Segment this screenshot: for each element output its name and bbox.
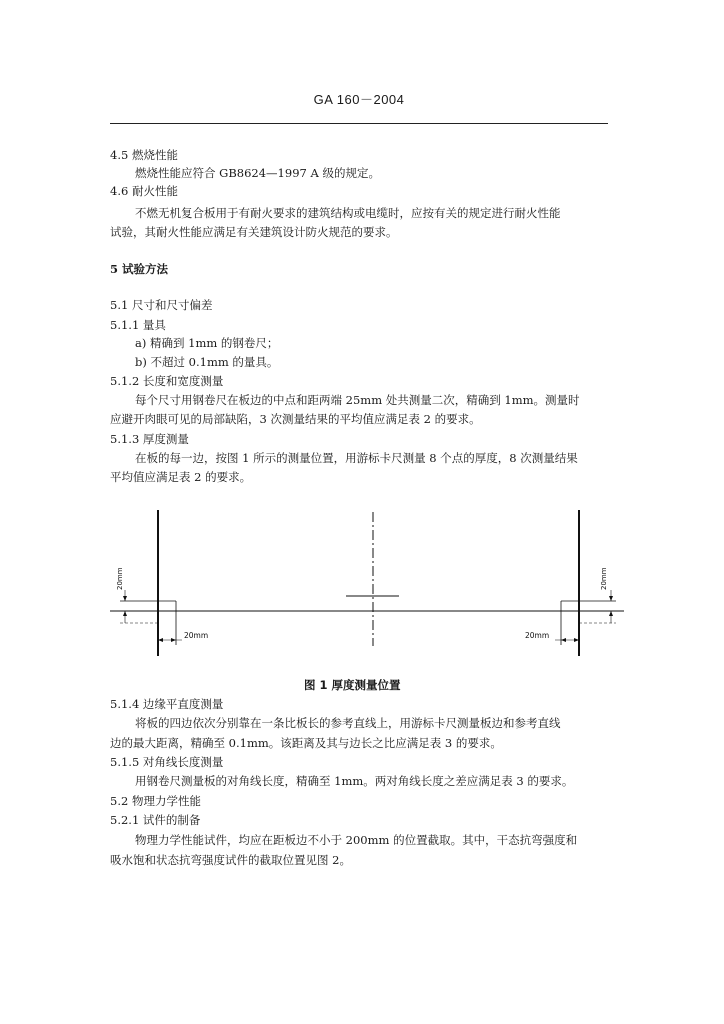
text-line-5.1.5-heading: 5.1.5 对角线长度测量 [110, 755, 224, 769]
text-line-4.6-heading: 4.6 耐火性能 [110, 184, 178, 198]
text-line-5-heading: 5 试验方法 [110, 262, 169, 276]
text-line-5.1.3-heading: 5.1.3 厚度测量 [110, 432, 189, 446]
text-line-5.1.1-a: a) 精确到 1mm 的钢卷尺； [135, 336, 279, 350]
text-line-5.1.2-heading: 5.1.2 长度和宽度测量 [110, 374, 224, 388]
text-line-5.1.5-body: 用钢卷尺测量板的对角线长度，精确至 1mm。两对角线长度之差应满足表 3 的要求。 [135, 774, 574, 788]
text-line-5.1.1-heading: 5.1.1 量具 [110, 318, 166, 332]
dim-right-horizontal-label: 20mm [525, 631, 550, 640]
text-line-5.1.4-body-2: 边的最大距离，精确至 0.1mm。该距离及其与边长之比应满足表 3 的要求。 [110, 736, 502, 750]
figure-caption: 图 1 厚度测量位置 [304, 678, 401, 692]
text-line-5.1.4-heading: 5.1.4 边缘平直度测量 [110, 697, 224, 711]
text-line-5.2.1-body-2: 吸水饱和状态抗弯强度试件的截取位置见图 2。 [110, 853, 351, 867]
text-line-5.2-heading: 5.2 物理力学性能 [110, 794, 201, 808]
text-line-5.1.2-body-2: 应避开肉眼可见的局部缺陷，3 次测量结果的平均值应满足表 2 的要求。 [110, 412, 481, 426]
text-line-5.2.1-body-1: 物理力学性能试件，均应在距板边不小于 200mm 的位置截取。其中，干态抗弯强度和 [135, 833, 578, 847]
text-line-5.1.4-body-1: 将板的四边依次分别靠在一条比板长的参考直线上，用游标卡尺测量板边和参考直线 [135, 716, 561, 730]
dim-right-vertical-label: 20mm [600, 567, 608, 590]
text-line-5.1.2-body-1: 每个尺寸用钢卷尺在板边的中点和距两端 25mm 处共测量二次，精确到 1mm。测量时 [135, 393, 580, 407]
dim-left-vertical-label: 20mm [116, 567, 124, 590]
text-line-4.6-body-2: 试验，其耐火性能应满足有关建筑设计防火规范的要求。 [110, 225, 398, 239]
text-line-5.1-heading: 5.1 尺寸和尺寸偏差 [110, 298, 213, 312]
text-line-4.5-body: 燃烧性能应符合 GB8624—1997 A 级的规定。 [135, 166, 380, 180]
text-line-4.6-body-1: 不燃无机复合板用于有耐火要求的建筑结构或电缆时，应按有关的规定进行耐火性能 [135, 206, 561, 220]
dim-left-horizontal-label: 20mm [184, 631, 209, 640]
text-line-4.5-heading: 4.5 燃烧性能 [110, 148, 178, 162]
text-line-5.1.3-body-1: 在板的每一边，按图 1 所示的测量位置，用游标卡尺测量 8 个点的厚度，8 次测量结果 [135, 451, 578, 465]
text-line-5.1.1-b: b) 不超过 0.1mm 的量具。 [135, 355, 279, 369]
text-line-5.2.1-heading: 5.2.1 试件的制备 [110, 813, 201, 827]
document-header-code: GA 160－2004 [313, 92, 405, 107]
text-line-5.1.3-body-2: 平均值应满足表 2 的要求。 [110, 470, 252, 484]
